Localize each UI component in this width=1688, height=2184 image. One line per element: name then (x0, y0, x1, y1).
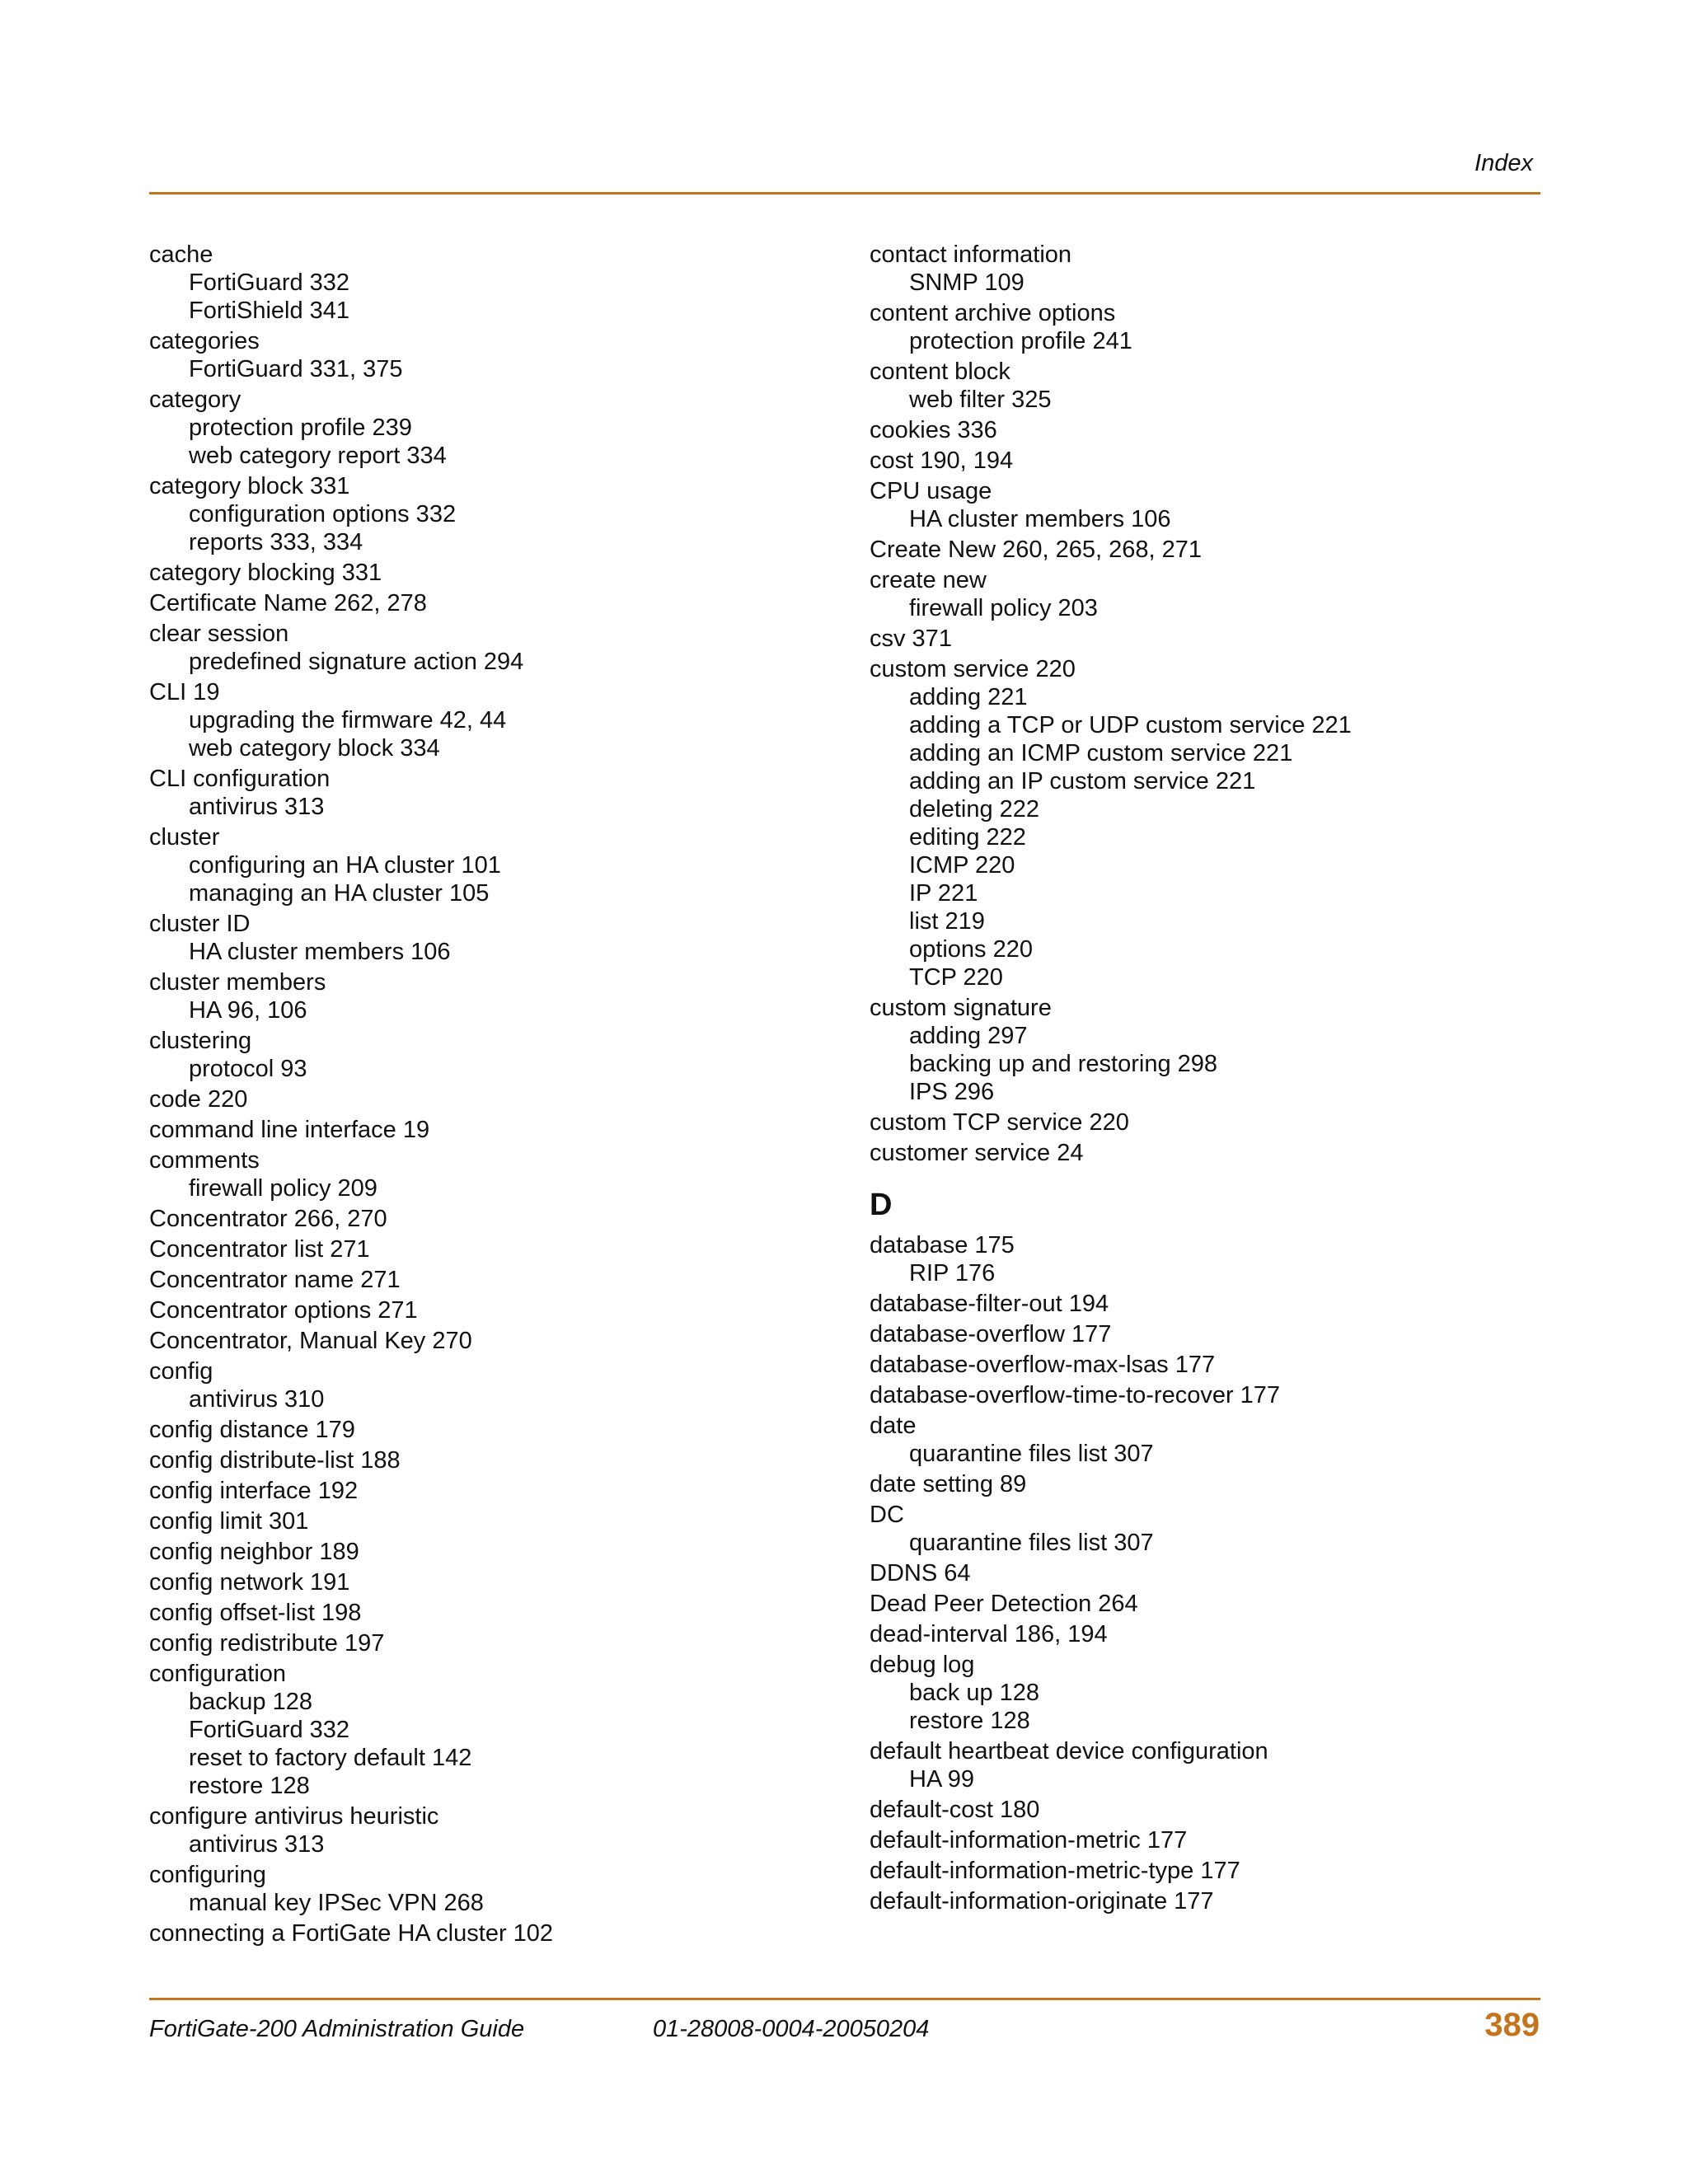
index-subentry: firewall policy 209 (189, 1175, 377, 1202)
index-subentry: IPS 296 (909, 1079, 995, 1105)
index-entry: database-overflow-max-lsas 177 (870, 1352, 1216, 1378)
index-entry: Create New 260, 265, 268, 271 (870, 537, 1203, 563)
footer-rule (149, 1998, 1540, 2000)
index-entry: connecting a FortiGate HA cluster 102 (149, 1920, 554, 1947)
index-subentry: web category report 334 (189, 443, 447, 469)
index-entry: configuration (149, 1661, 287, 1687)
index-subentry: restore 128 (909, 1708, 1030, 1734)
index-entry: config distance 179 (149, 1417, 355, 1443)
index-entry: comments (149, 1147, 260, 1174)
index-entry: category block 331 (149, 473, 350, 499)
index-subentry: web filter 325 (909, 387, 1052, 413)
index-entry: Concentrator, Manual Key 270 (149, 1328, 472, 1354)
page-number: 389 (1484, 2007, 1540, 2043)
index-subentry: FortiGuard 332 (189, 1717, 350, 1743)
index-entry: code 220 (149, 1086, 248, 1113)
index-subentry: adding a TCP or UDP custom service 221 (909, 712, 1352, 738)
index-subentry: back up 128 (909, 1680, 1040, 1706)
index-entry: content archive options (870, 300, 1116, 326)
index-entry: config neighbor 189 (149, 1539, 359, 1565)
index-entry: Certificate Name 262, 278 (149, 590, 427, 616)
index-subentry: adding 221 (909, 684, 1028, 710)
index-group-d (870, 1231, 1537, 1915)
index-subentry: adding an ICMP custom service 221 (909, 740, 1293, 766)
index-entry: custom service 220 (870, 656, 1076, 682)
index-subentry: HA 96, 106 (189, 997, 307, 1024)
index-column-left (149, 241, 842, 1947)
index-subentry: HA cluster members 106 (189, 939, 451, 965)
index-entry: config (149, 1358, 213, 1385)
index-entry: configure antivirus heuristic (149, 1803, 439, 1830)
index-entry: create new (870, 567, 987, 593)
index-subentry: FortiShield 341 (189, 298, 350, 324)
index-subentry: SNMP 109 (909, 269, 1025, 296)
index-entry: config offset-list 198 (149, 1600, 362, 1626)
index-entry: config limit 301 (149, 1508, 309, 1535)
index-entry: default-information-metric 177 (870, 1827, 1188, 1854)
index-entry: content block (870, 359, 1010, 385)
index-subentry: FortiGuard 331, 375 (189, 356, 403, 382)
index-entry: category (149, 387, 241, 413)
index-entry: Dead Peer Detection 264 (870, 1591, 1138, 1617)
index-entry: default-cost 180 (870, 1797, 1040, 1823)
index-entry: configuring (149, 1862, 266, 1888)
index-entry: config distribute-list 188 (149, 1447, 401, 1474)
index-entry: DDNS 64 (870, 1560, 971, 1586)
index-entry: database-overflow-time-to-recover 177 (870, 1382, 1281, 1408)
index-entry: debug log (870, 1652, 975, 1678)
index-entry: CLI configuration (149, 766, 331, 792)
index-entry: Concentrator 266, 270 (149, 1206, 387, 1232)
index-subentry: HA cluster members 106 (909, 506, 1171, 532)
section-letter-d: D (870, 1188, 893, 1222)
index-subentry: quarantine files list 307 (909, 1530, 1154, 1556)
index-subentry: antivirus 313 (189, 1831, 325, 1858)
index-entry: database-filter-out 194 (870, 1291, 1109, 1317)
index-entry: Concentrator list 271 (149, 1236, 370, 1263)
index-subentry: ICMP 220 (909, 852, 1015, 879)
index-subentry: web category block 334 (189, 735, 440, 762)
index-subentry: protection profile 241 (909, 328, 1132, 354)
index-subentry: managing an HA cluster 105 (189, 880, 490, 907)
header-section-label: Index (1475, 150, 1533, 176)
footer-guide-title: FortiGate-200 Administration Guide (149, 2016, 525, 2042)
index-entry: contact information (870, 241, 1072, 268)
index-entry: csv 371 (870, 626, 952, 652)
index-subentry: adding 297 (909, 1023, 1028, 1049)
index-entry: clear session (149, 621, 289, 647)
index-entry: cluster (149, 824, 220, 851)
index-column-right (870, 241, 1537, 1915)
index-subentry: backing up and restoring 298 (909, 1051, 1218, 1077)
index-entry: cookies 336 (870, 417, 997, 443)
index-entry: database 175 (870, 1232, 1015, 1258)
index-entry: Concentrator options 271 (149, 1297, 418, 1324)
index-entry: custom TCP service 220 (870, 1109, 1129, 1136)
index-subentry: protocol 93 (189, 1056, 307, 1082)
index-subentry: HA 99 (909, 1766, 974, 1793)
index-group-c-continued (870, 241, 1537, 1167)
index-subentry: options 220 (909, 936, 1033, 963)
header-rule (149, 192, 1540, 194)
index-entry: DC (870, 1502, 904, 1528)
index-entry: category blocking 331 (149, 560, 382, 586)
index-subentry: configuring an HA cluster 101 (189, 852, 501, 879)
index-entry: CPU usage (870, 478, 992, 504)
index-entry: cost 190, 194 (870, 448, 1014, 474)
index-subentry: TCP 220 (909, 964, 1003, 991)
index-subentry: firewall policy 203 (909, 595, 1098, 621)
index-entry: dead-interval 186, 194 (870, 1621, 1108, 1647)
index-subentry: deleting 222 (909, 796, 1040, 823)
index-entry: customer service 24 (870, 1140, 1084, 1166)
index-subentry: editing 222 (909, 824, 1026, 851)
index-entry: CLI 19 (149, 679, 220, 705)
index-subentry: manual key IPSec VPN 268 (189, 1890, 484, 1916)
index-subentry: reports 333, 334 (189, 529, 363, 555)
index-entry: default-information-metric-type 177 (870, 1858, 1240, 1884)
index-entry: config redistribute 197 (149, 1630, 385, 1657)
index-subentry: antivirus 310 (189, 1386, 325, 1413)
index-subentry: configuration options 332 (189, 501, 457, 527)
index-subentry: quarantine files list 307 (909, 1441, 1154, 1467)
index-subentry: backup 128 (189, 1689, 312, 1715)
index-entry: Concentrator name 271 (149, 1267, 401, 1293)
index-entry: database-overflow 177 (870, 1321, 1112, 1347)
index-subentry: list 219 (909, 908, 985, 935)
index-subentry: restore 128 (189, 1773, 310, 1799)
index-subentry: reset to factory default 142 (189, 1745, 472, 1771)
index-entry: clustering (149, 1028, 252, 1054)
index-subentry: antivirus 313 (189, 794, 325, 820)
index-subentry: predefined signature action 294 (189, 649, 524, 675)
index-subentry: FortiGuard 332 (189, 269, 350, 296)
footer-doc-number: 01-28008-0004-20050204 (653, 2016, 930, 2042)
index-entry: config interface 192 (149, 1478, 359, 1504)
index-entry: cluster ID (149, 911, 251, 937)
index-entry: date setting 89 (870, 1471, 1027, 1497)
index-entry: command line interface 19 (149, 1117, 430, 1143)
index-subentry: upgrading the firmware 42, 44 (189, 707, 507, 733)
index-entry: custom signature (870, 995, 1052, 1021)
index-entry: default heartbeat device configuration (870, 1738, 1268, 1765)
index-subentry: RIP 176 (909, 1260, 996, 1286)
index-entry: default-information-originate 177 (870, 1888, 1214, 1915)
index-subentry: IP 221 (909, 880, 978, 907)
index-entry: cache (149, 241, 213, 268)
index-entry: date (870, 1413, 917, 1439)
index-subentry: protection profile 239 (189, 415, 412, 441)
index-entry: cluster members (149, 969, 326, 996)
index-subentry: adding an IP custom service 221 (909, 768, 1256, 794)
index-entry: config network 191 (149, 1569, 350, 1596)
index-entry: categories (149, 328, 260, 354)
